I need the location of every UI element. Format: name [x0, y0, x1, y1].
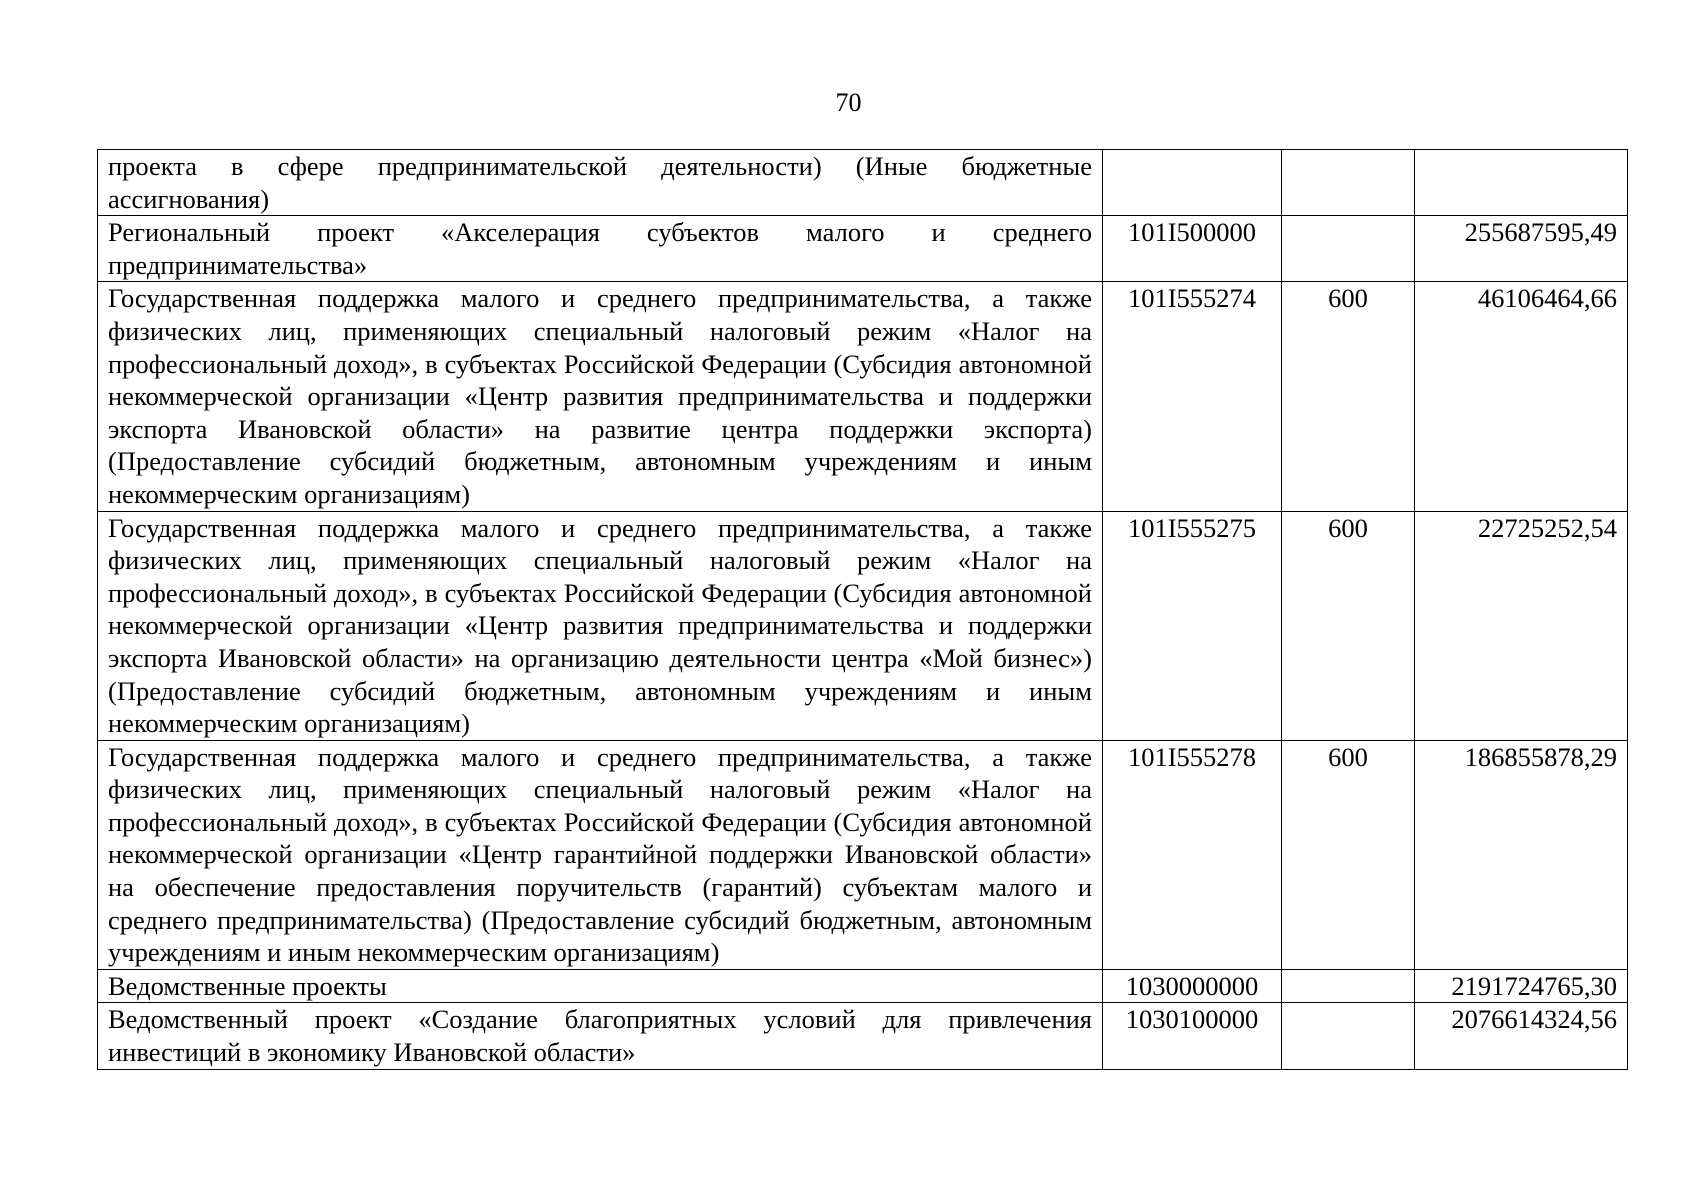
table-row — [98, 282, 1628, 511]
table-row — [98, 511, 1628, 740]
row-expense-type: 600 — [1282, 511, 1415, 740]
row-target-code — [1103, 150, 1282, 216]
row-amount: 2191724765,30 — [1415, 969, 1628, 1003]
row-target-code: 1030100000 — [1103, 1003, 1282, 1069]
row-target-code: 101I555274 — [1103, 282, 1282, 511]
row-target-code: 101I555278 — [1103, 740, 1282, 969]
table-row — [98, 150, 1628, 216]
row-expense-type — [1282, 969, 1415, 1003]
row-target-code: 101I555275 — [1103, 511, 1282, 740]
budget-table-body — [98, 150, 1628, 1070]
page-number: 70 — [835, 88, 862, 117]
row-name: Государственная поддержка малого и среднего предпринимательства, а также физических лиц, применяющих специальный налоговый режим «Налог на профессиональный доход», в субъектах Российской Федерации (Субсидия автономной некоммерческой организации «Центр развития предпринимательства и поддержки экспорта Ивановской области» на развитие центра поддержки экспорта) (Предоставление субсидий бюджетным, автономным учреждениям и иным некоммерческим организациям) — [98, 282, 1103, 511]
row-name: проекта в сфере предпринимательской деятельности) (Иные бюджетные ассигнования) — [98, 150, 1103, 216]
row-amount: 22725252,54 — [1415, 511, 1628, 740]
row-amount: 186855878,29 — [1415, 740, 1628, 969]
row-amount: 2076614324,56 — [1415, 1003, 1628, 1069]
row-target-code: 101I500000 — [1103, 216, 1282, 282]
row-target-code: 1030000000 — [1103, 969, 1282, 1003]
row-amount: 255687595,49 — [1415, 216, 1628, 282]
table-row — [98, 216, 1628, 282]
row-name: Государственная поддержка малого и среднего предпринимательства, а также физических лиц, применяющих специальный налоговый режим «Налог на профессиональный доход», в субъектах Российской Федерации (Субсидия автономной некоммерческой организации «Центр гарантийной поддержки Ивановской области» на обеспечение предоставления поручительств (гарантий) субъектам малого и среднего предпринимательства) (Предоставление субсидий бюджетным, автономным учреждениям и иным некоммерческим организациям) — [98, 740, 1103, 969]
row-expense-type: 600 — [1282, 282, 1415, 511]
table-row — [98, 1003, 1628, 1069]
table-row — [98, 969, 1628, 1003]
row-name: Региональный проект «Акселерация субъектов малого и среднего предпринимательства» — [98, 216, 1103, 282]
row-expense-type — [1282, 1003, 1415, 1069]
row-name: Ведомственные проекты — [98, 969, 1103, 1003]
table-row — [98, 740, 1628, 969]
row-expense-type — [1282, 150, 1415, 216]
row-name: Ведомственный проект «Создание благоприятных условий для привлечения инвестиций в экономику Ивановской области» — [98, 1003, 1103, 1069]
row-name: Государственная поддержка малого и среднего предпринимательства, а также физических лиц, применяющих специальный налоговый режим «Налог на профессиональный доход», в субъектах Российской Федерации (Субсидия автономной некоммерческой организации «Центр развития предпринимательства и поддержки экспорта Ивановской области» на организацию деятельности центра «Мой бизнес») (Предоставление субсидий бюджетным, автономным учреждениям и иным некоммерческим организациям) — [98, 511, 1103, 740]
row-expense-type: 600 — [1282, 740, 1415, 969]
budget-table — [97, 149, 1628, 1070]
row-amount — [1415, 150, 1628, 216]
row-amount: 46106464,66 — [1415, 282, 1628, 511]
row-expense-type — [1282, 216, 1415, 282]
